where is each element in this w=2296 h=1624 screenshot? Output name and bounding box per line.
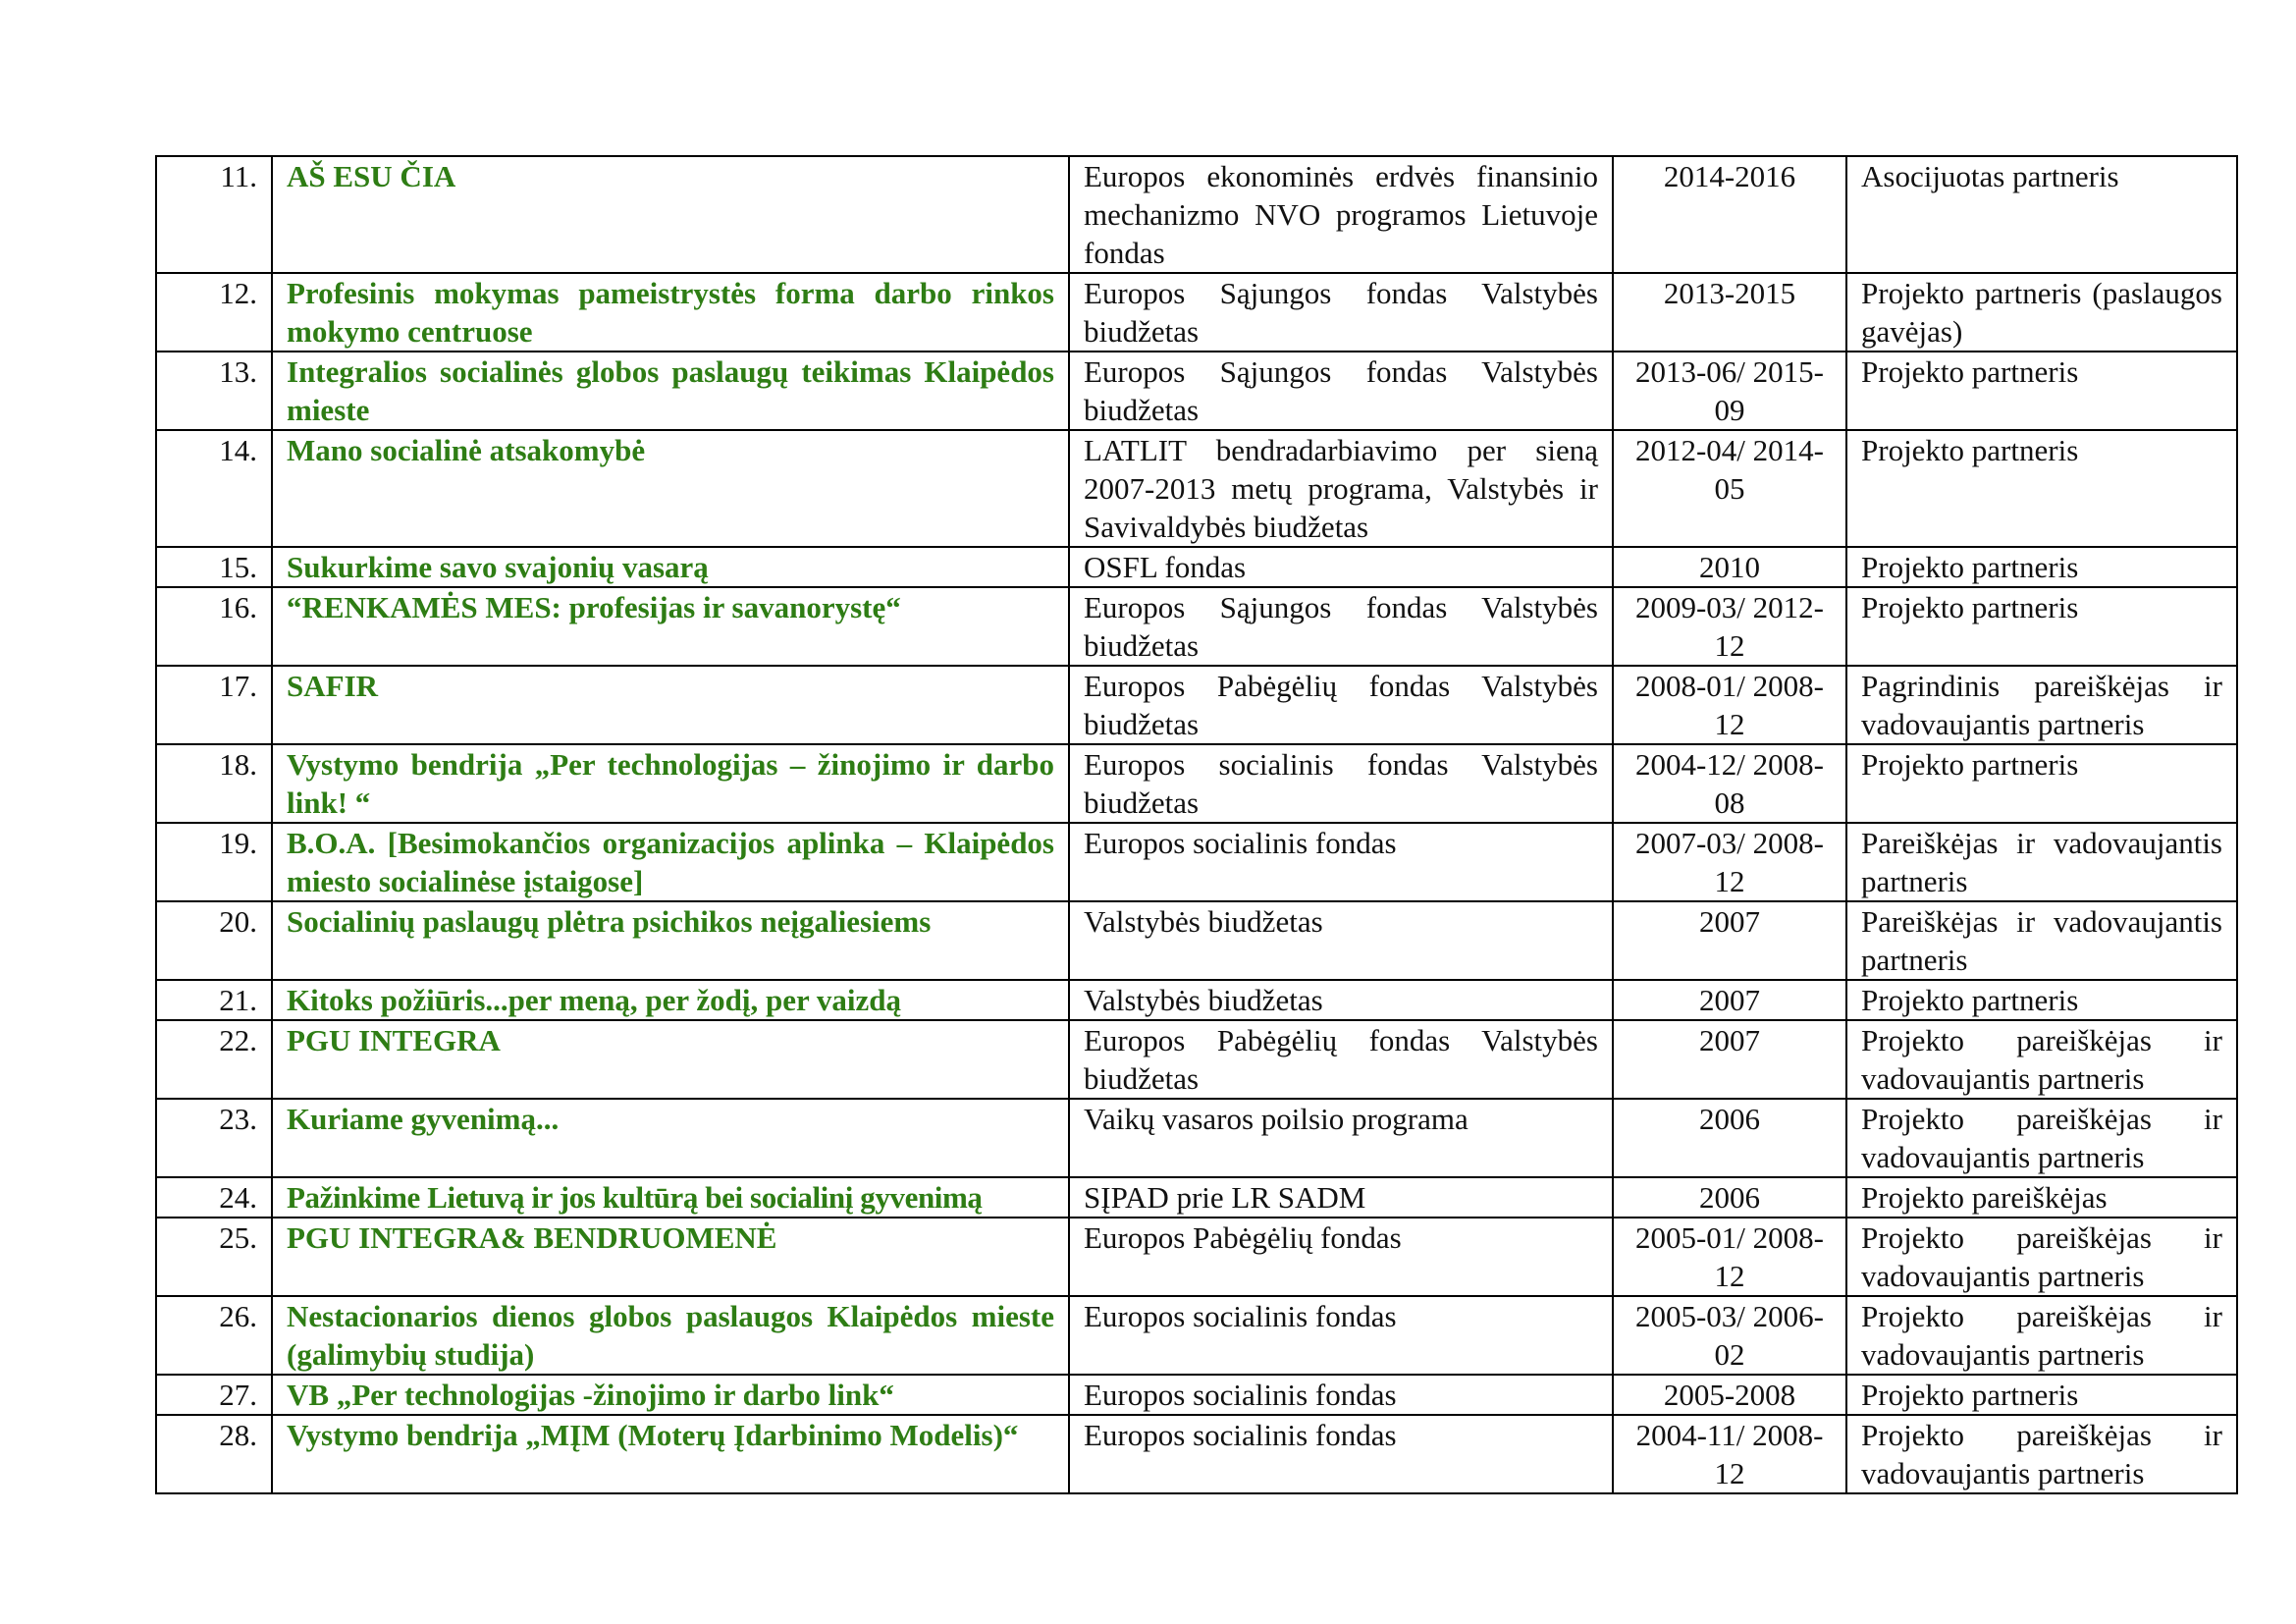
funding-source: Europos socialinis fondas xyxy=(1069,1375,1613,1415)
project-name: Kitoks požiūris...per meną, per žodį, per vaizdą xyxy=(272,980,1069,1020)
project-period: 2007 xyxy=(1613,1020,1846,1099)
project-name: Profesinis mokymas pameistrystės forma darbo rinkos mokymo centruose xyxy=(272,273,1069,352)
row-number: 17. xyxy=(156,666,272,744)
funding-source: Europos socialinis fondas xyxy=(1069,1296,1613,1375)
funding-source: Europos Sąjungos fondas Valstybės biudžetas xyxy=(1069,587,1613,666)
organization-role: Projekto pareiškėjas ir vadovaujantis partneris xyxy=(1846,1218,2237,1296)
project-period: 2007-03/ 2008-12 xyxy=(1613,823,1846,901)
table-row xyxy=(156,666,2237,744)
organization-role: Projekto pareiškėjas ir vadovaujantis partneris xyxy=(1846,1099,2237,1177)
project-name: VB „Per technologijas -žinojimo ir darbo link“ xyxy=(272,1375,1069,1415)
project-name: Pažinkime Lietuvą ir jos kultūrą bei socialinį gyvenimą xyxy=(272,1177,1069,1218)
project-name: AŠ ESU ČIA xyxy=(272,156,1069,273)
row-number: 11. xyxy=(156,156,272,273)
project-period: 2013-2015 xyxy=(1613,273,1846,352)
table-row xyxy=(156,273,2237,352)
funding-source: LATLIT bendradarbiavimo per sieną 2007-2013 metų programa, Valstybės ir Savivaldybės biudžetas xyxy=(1069,430,1613,547)
project-name: Kuriame gyvenimą... xyxy=(272,1099,1069,1177)
project-name: SAFIR xyxy=(272,666,1069,744)
project-name: Vystymo bendrija „Per technologijas – žinojimo ir darbo link! “ xyxy=(272,744,1069,823)
row-number: 23. xyxy=(156,1099,272,1177)
project-name: PGU INTEGRA xyxy=(272,1020,1069,1099)
organization-role: Projekto partneris xyxy=(1846,980,2237,1020)
row-number: 20. xyxy=(156,901,272,980)
organization-role: Projekto partneris xyxy=(1846,587,2237,666)
organization-role: Pagrindinis pareiškėjas ir vadovaujantis partneris xyxy=(1846,666,2237,744)
project-period: 2010 xyxy=(1613,547,1846,587)
project-period: 2006 xyxy=(1613,1099,1846,1177)
project-period: 2005-01/ 2008-12 xyxy=(1613,1218,1846,1296)
row-number: 28. xyxy=(156,1415,272,1493)
funding-source: Valstybės biudžetas xyxy=(1069,901,1613,980)
project-period: 2004-12/ 2008-08 xyxy=(1613,744,1846,823)
organization-role: Projekto pareiškėjas xyxy=(1846,1177,2237,1218)
project-name: B.O.A. [Besimokančios organizacijos aplinka – Klaipėdos miesto socialinėse įstaigose] xyxy=(272,823,1069,901)
row-number: 27. xyxy=(156,1375,272,1415)
project-name: Integralios socialinės globos paslaugų teikimas Klaipėdos mieste xyxy=(272,352,1069,430)
organization-role: Projekto partneris xyxy=(1846,430,2237,547)
funding-source: OSFL fondas xyxy=(1069,547,1613,587)
table-row xyxy=(156,156,2237,273)
row-number: 16. xyxy=(156,587,272,666)
project-period: 2005-03/ 2006-02 xyxy=(1613,1296,1846,1375)
funding-source: Europos Pabėgėlių fondas Valstybės biudžetas xyxy=(1069,666,1613,744)
funding-source: Vaikų vasaros poilsio programa xyxy=(1069,1099,1613,1177)
project-name: Mano socialinė atsakomybė xyxy=(272,430,1069,547)
project-name: “RENKAMĖS MES: profesijas ir savanorystę“ xyxy=(272,587,1069,666)
row-number: 24. xyxy=(156,1177,272,1218)
row-number: 15. xyxy=(156,547,272,587)
funding-source: Europos Sąjungos fondas Valstybės biudžetas xyxy=(1069,352,1613,430)
project-period: 2004-11/ 2008-12 xyxy=(1613,1415,1846,1493)
table-row xyxy=(156,823,2237,901)
table-row xyxy=(156,1296,2237,1375)
table-row xyxy=(156,547,2237,587)
table-row xyxy=(156,1415,2237,1493)
row-number: 22. xyxy=(156,1020,272,1099)
organization-role: Asocijuotas partneris xyxy=(1846,156,2237,273)
funding-source: Europos socialinis fondas xyxy=(1069,823,1613,901)
projects-table xyxy=(155,155,2238,1494)
row-number: 26. xyxy=(156,1296,272,1375)
funding-source: Europos ekonominės erdvės finansinio mechanizmo NVO programos Lietuvoje fondas xyxy=(1069,156,1613,273)
row-number: 13. xyxy=(156,352,272,430)
table-row xyxy=(156,587,2237,666)
project-period: 2014-2016 xyxy=(1613,156,1846,273)
organization-role: Projekto partneris xyxy=(1846,744,2237,823)
row-number: 12. xyxy=(156,273,272,352)
table-row xyxy=(156,980,2237,1020)
project-period: 2005-2008 xyxy=(1613,1375,1846,1415)
row-number: 19. xyxy=(156,823,272,901)
table-row xyxy=(156,430,2237,547)
project-name: Sukurkime savo svajonių vasarą xyxy=(272,547,1069,587)
table-row xyxy=(156,1375,2237,1415)
project-name: Nestacionarios dienos globos paslaugos Klaipėdos mieste (galimybių studija) xyxy=(272,1296,1069,1375)
project-name: PGU INTEGRA& BENDRUOMENĖ xyxy=(272,1218,1069,1296)
funding-source: SĮPAD prie LR SADM xyxy=(1069,1177,1613,1218)
project-period: 2006 xyxy=(1613,1177,1846,1218)
organization-role: Projekto pareiškėjas ir vadovaujantis partneris xyxy=(1846,1296,2237,1375)
table-row xyxy=(156,744,2237,823)
row-number: 21. xyxy=(156,980,272,1020)
project-period: 2012-04/ 2014-05 xyxy=(1613,430,1846,547)
row-number: 14. xyxy=(156,430,272,547)
funding-source: Europos socialinis fondas Valstybės biudžetas xyxy=(1069,744,1613,823)
project-period: 2009-03/ 2012-12 xyxy=(1613,587,1846,666)
funding-source: Europos Pabėgėlių fondas xyxy=(1069,1218,1613,1296)
organization-role: Projekto pareiškėjas ir vadovaujantis partneris xyxy=(1846,1020,2237,1099)
project-period: 2013-06/ 2015-09 xyxy=(1613,352,1846,430)
organization-role: Projekto partneris (paslaugos gavėjas) xyxy=(1846,273,2237,352)
organization-role: Projekto partneris xyxy=(1846,1375,2237,1415)
organization-role: Projekto partneris xyxy=(1846,547,2237,587)
organization-role: Projekto pareiškėjas ir vadovaujantis partneris xyxy=(1846,1415,2237,1493)
project-period: 2007 xyxy=(1613,980,1846,1020)
table-row xyxy=(156,901,2237,980)
project-name: Socialinių paslaugų plėtra psichikos neįgaliesiems xyxy=(272,901,1069,980)
table-row xyxy=(156,1177,2237,1218)
funding-source: Valstybės biudžetas xyxy=(1069,980,1613,1020)
project-name: Vystymo bendrija „MĮM (Moterų Įdarbinimo Modelis)“ xyxy=(272,1415,1069,1493)
row-number: 18. xyxy=(156,744,272,823)
table-row xyxy=(156,1020,2237,1099)
project-period: 2008-01/ 2008-12 xyxy=(1613,666,1846,744)
funding-source: Europos Sąjungos fondas Valstybės biudžetas xyxy=(1069,273,1613,352)
organization-role: Projekto partneris xyxy=(1846,352,2237,430)
funding-source: Europos Pabėgėlių fondas Valstybės biudžetas xyxy=(1069,1020,1613,1099)
project-period: 2007 xyxy=(1613,901,1846,980)
table-row xyxy=(156,1218,2237,1296)
organization-role: Pareiškėjas ir vadovaujantis partneris xyxy=(1846,823,2237,901)
table-row xyxy=(156,352,2237,430)
organization-role: Pareiškėjas ir vadovaujantis partneris xyxy=(1846,901,2237,980)
row-number: 25. xyxy=(156,1218,272,1296)
funding-source: Europos socialinis fondas xyxy=(1069,1415,1613,1493)
table-row xyxy=(156,1099,2237,1177)
